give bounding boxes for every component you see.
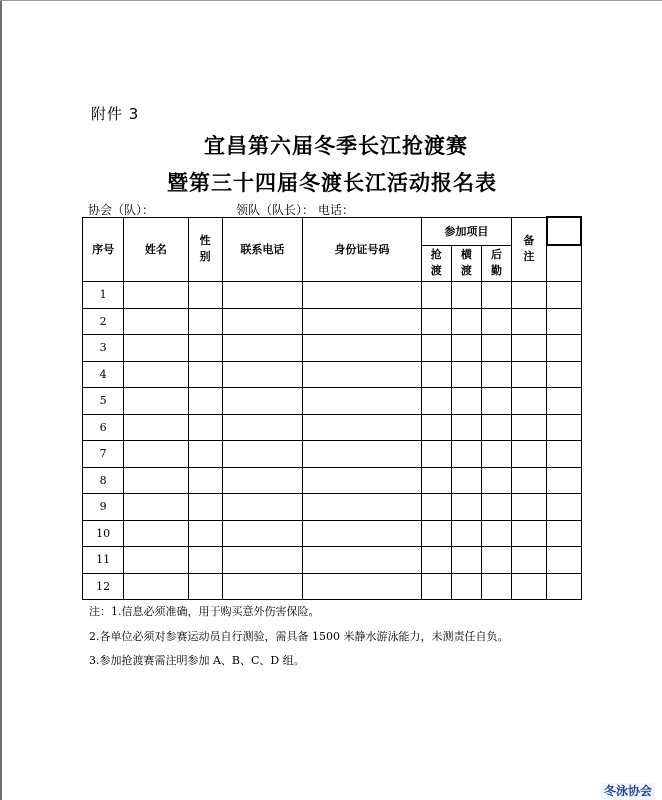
event-race-cell[interactable] [421, 467, 451, 494]
event-cross-cell[interactable] [451, 308, 481, 335]
phone-cell[interactable] [222, 494, 302, 521]
event-cross-cell[interactable] [451, 547, 481, 574]
header-event-cross [451, 245, 481, 282]
remarks-cell[interactable] [512, 547, 547, 574]
header-event-cross-char2: 渡 [460, 264, 472, 278]
phone-cell[interactable] [222, 335, 302, 362]
event-race-cell[interactable] [421, 308, 451, 335]
event-race-cell[interactable] [421, 282, 451, 309]
event-cross-cell[interactable] [451, 414, 481, 441]
row-number: 9 [83, 494, 124, 521]
event-support-cell[interactable] [481, 494, 511, 521]
event-support-cell[interactable] [481, 520, 511, 547]
phone-cell[interactable] [222, 547, 302, 574]
extra-cell[interactable] [547, 520, 581, 547]
id-number-cell[interactable] [303, 467, 422, 494]
table-row [83, 467, 582, 494]
phone-cell[interactable] [222, 441, 302, 468]
id-number-cell[interactable] [303, 361, 422, 388]
extra-cell[interactable] [547, 573, 581, 600]
remarks-cell[interactable] [512, 335, 547, 362]
name-cell[interactable] [124, 414, 188, 441]
name-cell[interactable] [124, 335, 188, 362]
remarks-cell[interactable] [512, 282, 547, 309]
table-row [83, 308, 582, 335]
header-remarks-char2: 注 [523, 250, 535, 264]
table-row [83, 441, 582, 468]
row-number: 8 [83, 467, 124, 494]
row-number: 12 [83, 573, 124, 600]
name-cell[interactable] [124, 467, 188, 494]
extra-cell[interactable] [547, 547, 581, 574]
event-race-cell[interactable] [421, 361, 451, 388]
extra-cell [547, 217, 581, 245]
event-cross-cell[interactable] [451, 520, 481, 547]
event-race-cell[interactable] [421, 520, 451, 547]
phone-label: 电话： [318, 203, 355, 217]
table-row [83, 388, 582, 415]
table-row [83, 494, 582, 521]
header-event-race-char1: 抢 [430, 248, 442, 262]
id-number-cell[interactable] [303, 414, 422, 441]
extra-cell[interactable] [547, 308, 581, 335]
event-race-cell[interactable] [421, 573, 451, 600]
header-phone: 联系电话 [222, 217, 302, 282]
header-gender-char1: 性 [199, 234, 211, 248]
event-support-cell[interactable] [481, 361, 511, 388]
header-gender-char2: 别 [199, 250, 211, 264]
table-row [83, 547, 582, 574]
event-cross-cell[interactable] [451, 441, 481, 468]
event-race-cell[interactable] [421, 494, 451, 521]
id-number-cell[interactable] [303, 308, 422, 335]
name-cell[interactable] [124, 361, 188, 388]
event-support-cell[interactable] [481, 282, 511, 309]
event-support-cell[interactable] [481, 573, 511, 600]
event-support-cell[interactable] [481, 467, 511, 494]
page-edge-top [0, 0, 662, 1]
table-row [83, 414, 582, 441]
name-cell[interactable] [124, 547, 188, 574]
page-edge-left [0, 0, 2, 800]
remarks-cell[interactable] [512, 441, 547, 468]
table-row [83, 361, 582, 388]
gender-cell[interactable] [188, 520, 222, 547]
header-gender [188, 217, 222, 282]
header-name: 姓名 [124, 217, 188, 282]
extra-cell[interactable] [547, 335, 581, 362]
header-remarks-char1: 备 [523, 234, 535, 248]
attachment-label: 附件 3 [91, 105, 140, 123]
remarks-cell[interactable] [512, 467, 547, 494]
id-number-cell[interactable] [303, 441, 422, 468]
phone-cell[interactable] [222, 414, 302, 441]
name-cell[interactable] [124, 494, 188, 521]
gender-cell[interactable] [188, 494, 222, 521]
event-race-cell[interactable] [421, 388, 451, 415]
row-number: 6 [83, 414, 124, 441]
event-race-cell[interactable] [421, 547, 451, 574]
id-number-cell[interactable] [303, 388, 422, 415]
id-number-cell[interactable] [303, 282, 422, 309]
event-race-cell[interactable] [421, 414, 451, 441]
name-cell[interactable] [124, 282, 188, 309]
header-event-race [421, 245, 451, 282]
note-3: 3.参加抢渡赛需注明参加 A、B、C、D 组。 [89, 654, 305, 667]
table-row [83, 335, 582, 362]
header-id-number: 身份证号码 [303, 217, 422, 282]
event-cross-cell[interactable] [451, 573, 481, 600]
name-cell[interactable] [124, 520, 188, 547]
row-number: 11 [83, 547, 124, 574]
association-label: 协会（队）： [88, 203, 155, 217]
row-number: 7 [83, 441, 124, 468]
header-events: 参加项目 [421, 217, 511, 245]
extra-cell[interactable] [547, 414, 581, 441]
gender-cell[interactable] [188, 335, 222, 362]
remarks-cell[interactable] [512, 573, 547, 600]
form-title-line1: 宜昌第六届冬季长江抢渡赛 [204, 133, 468, 158]
leader-label: 领队（队长）： [236, 203, 315, 217]
row-number: 5 [83, 388, 124, 415]
event-race-cell[interactable] [421, 441, 451, 468]
header-event-support-char1: 后 [491, 248, 502, 262]
extra-cell[interactable] [547, 494, 581, 521]
extra-cell[interactable] [547, 388, 581, 415]
remarks-cell[interactable] [512, 414, 547, 441]
form-title-line2: 暨第三十四届冬渡长江活动报名表 [167, 170, 497, 195]
gender-cell[interactable] [188, 573, 222, 600]
row-number: 1 [83, 282, 124, 309]
event-support-cell[interactable] [481, 335, 511, 362]
phone-cell[interactable] [222, 520, 302, 547]
remarks-cell[interactable] [512, 361, 547, 388]
phone-cell[interactable] [222, 361, 302, 388]
table-row [83, 573, 582, 600]
gender-cell[interactable] [188, 547, 222, 574]
id-number-cell[interactable] [303, 573, 422, 600]
event-race-cell[interactable] [421, 335, 451, 362]
phone-cell[interactable] [222, 467, 302, 494]
gender-cell[interactable] [188, 414, 222, 441]
gender-cell[interactable] [188, 361, 222, 388]
id-number-cell[interactable] [303, 494, 422, 521]
header-event-support [481, 245, 511, 282]
phone-cell[interactable] [222, 573, 302, 600]
gender-cell[interactable] [188, 441, 222, 468]
table-row [83, 520, 582, 547]
name-cell[interactable] [124, 308, 188, 335]
event-cross-cell[interactable] [451, 282, 481, 309]
event-cross-cell[interactable] [451, 467, 481, 494]
note-2: 2.各单位必须对参赛运动员自行测验，需具备 1500 米静水游泳能力，未测责任自负。 [89, 630, 509, 643]
event-support-cell[interactable] [481, 547, 511, 574]
name-cell[interactable] [124, 573, 188, 600]
phone-cell[interactable] [222, 308, 302, 335]
name-cell[interactable] [124, 388, 188, 415]
id-number-cell[interactable] [303, 547, 422, 574]
row-number: 3 [83, 335, 124, 362]
event-cross-cell[interactable] [451, 494, 481, 521]
event-support-cell[interactable] [481, 308, 511, 335]
gender-cell[interactable] [188, 308, 222, 335]
table-row [83, 282, 582, 309]
header-event-race-char2: 渡 [430, 264, 442, 278]
gender-cell[interactable] [188, 388, 222, 415]
event-cross-cell[interactable] [451, 388, 481, 415]
header-event-support-char2: 勤 [491, 264, 502, 278]
remarks-cell[interactable] [512, 520, 547, 547]
event-support-cell[interactable] [481, 414, 511, 441]
phone-cell[interactable] [222, 388, 302, 415]
header-remarks [512, 217, 547, 282]
header-seq: 序号 [83, 217, 124, 282]
event-cross-cell[interactable] [451, 361, 481, 388]
event-cross-cell[interactable] [451, 335, 481, 362]
remarks-cell[interactable] [512, 494, 547, 521]
header-event-cross-char1: 横 [460, 248, 472, 262]
gender-cell[interactable] [188, 282, 222, 309]
extra-cell[interactable] [547, 467, 581, 494]
note-1: 注：1.信息必须准确，用于购买意外伤害保险。 [89, 605, 320, 618]
extra-cell[interactable] [547, 441, 581, 468]
id-number-cell[interactable] [303, 520, 422, 547]
extra-cell[interactable] [547, 361, 581, 388]
event-support-cell[interactable] [481, 441, 511, 468]
row-number: 2 [83, 308, 124, 335]
event-support-cell[interactable] [481, 388, 511, 415]
phone-cell[interactable] [222, 282, 302, 309]
row-number: 4 [83, 361, 124, 388]
gender-cell[interactable] [188, 467, 222, 494]
extra-cell [547, 245, 581, 282]
watermark-badge: 冬泳协会 [601, 783, 655, 800]
row-number: 10 [83, 520, 124, 547]
registration-table [82, 216, 582, 600]
extra-cell[interactable] [547, 282, 581, 309]
remarks-cell[interactable] [512, 308, 547, 335]
name-cell[interactable] [124, 441, 188, 468]
remarks-cell[interactable] [512, 388, 547, 415]
id-number-cell[interactable] [303, 335, 422, 362]
